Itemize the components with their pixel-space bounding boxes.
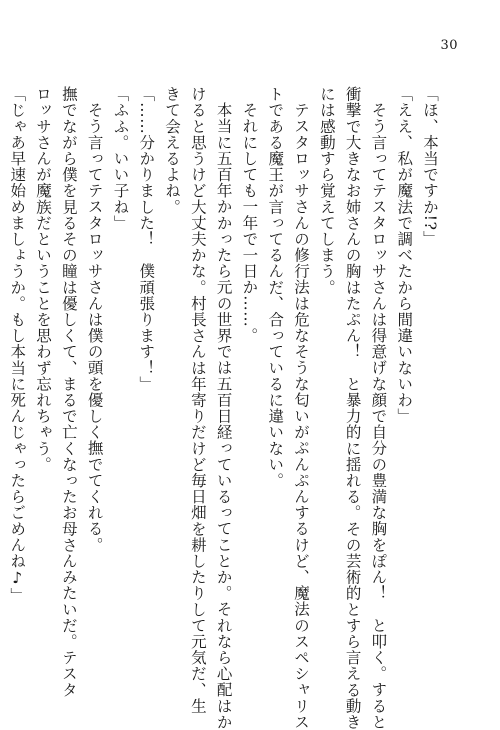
- text-line: テスタロッサさんの修行法は危なそうな匂いがぷんぷんするけど、魔法のスペシャリス: [292, 101, 311, 730]
- text-line: それにしても一年で一日か……。: [240, 101, 259, 343]
- text-line: トである魔王が言ってるんだ、合っているに違いない。: [266, 86, 285, 489]
- text-line: そう言ってテスタロッサさんは得意げな顔で自分の豊満な胸をぽん！ と叩く。すると: [369, 101, 388, 730]
- text-line: 衝撃で大きなお姉さんの胸はたぷん！ と暴力的に揺れる。その芸術的とすら言える動き: [343, 86, 362, 730]
- text-line: 「じゃあ早速始めましょうか。もし本当に死んじゃったらごめんね♪」: [8, 86, 27, 604]
- text-line: 「……分かりました！ 僕頑張ります！」: [137, 86, 156, 392]
- page-number: 30: [440, 38, 458, 53]
- text-line: ロッサさんが魔族だということを思わず忘れちゃう。: [34, 86, 53, 473]
- text-line: 「ええ、私が魔法で調べたから間違いないわ」: [395, 86, 414, 425]
- text-line: 「ほ、本当ですか!?」: [421, 86, 439, 247]
- text-line: そう言ってテスタロッサさんは僕の頭を優しく撫でてくれる。: [85, 101, 104, 553]
- text-line: 撫でながら僕を見るその瞳は優しくて、まるで亡くなったお母さんみたいだ。テスタ: [59, 86, 78, 698]
- text-line: 「ふふ。いい子ね」: [111, 86, 130, 231]
- novel-body-text: [8, 86, 442, 730]
- text-line: には感動すら覚えてしまう。: [317, 86, 336, 296]
- text-line: 本当に五百年かかったら元の世界では五百日経っているってことか。それなら心配はか: [214, 101, 233, 730]
- text-line: けると思うけど大丈夫かな。村長さんは年寄りだけど毎日畑を耕したりして元気だ、生: [188, 86, 207, 714]
- text-line: きて会えるよね。: [163, 86, 182, 215]
